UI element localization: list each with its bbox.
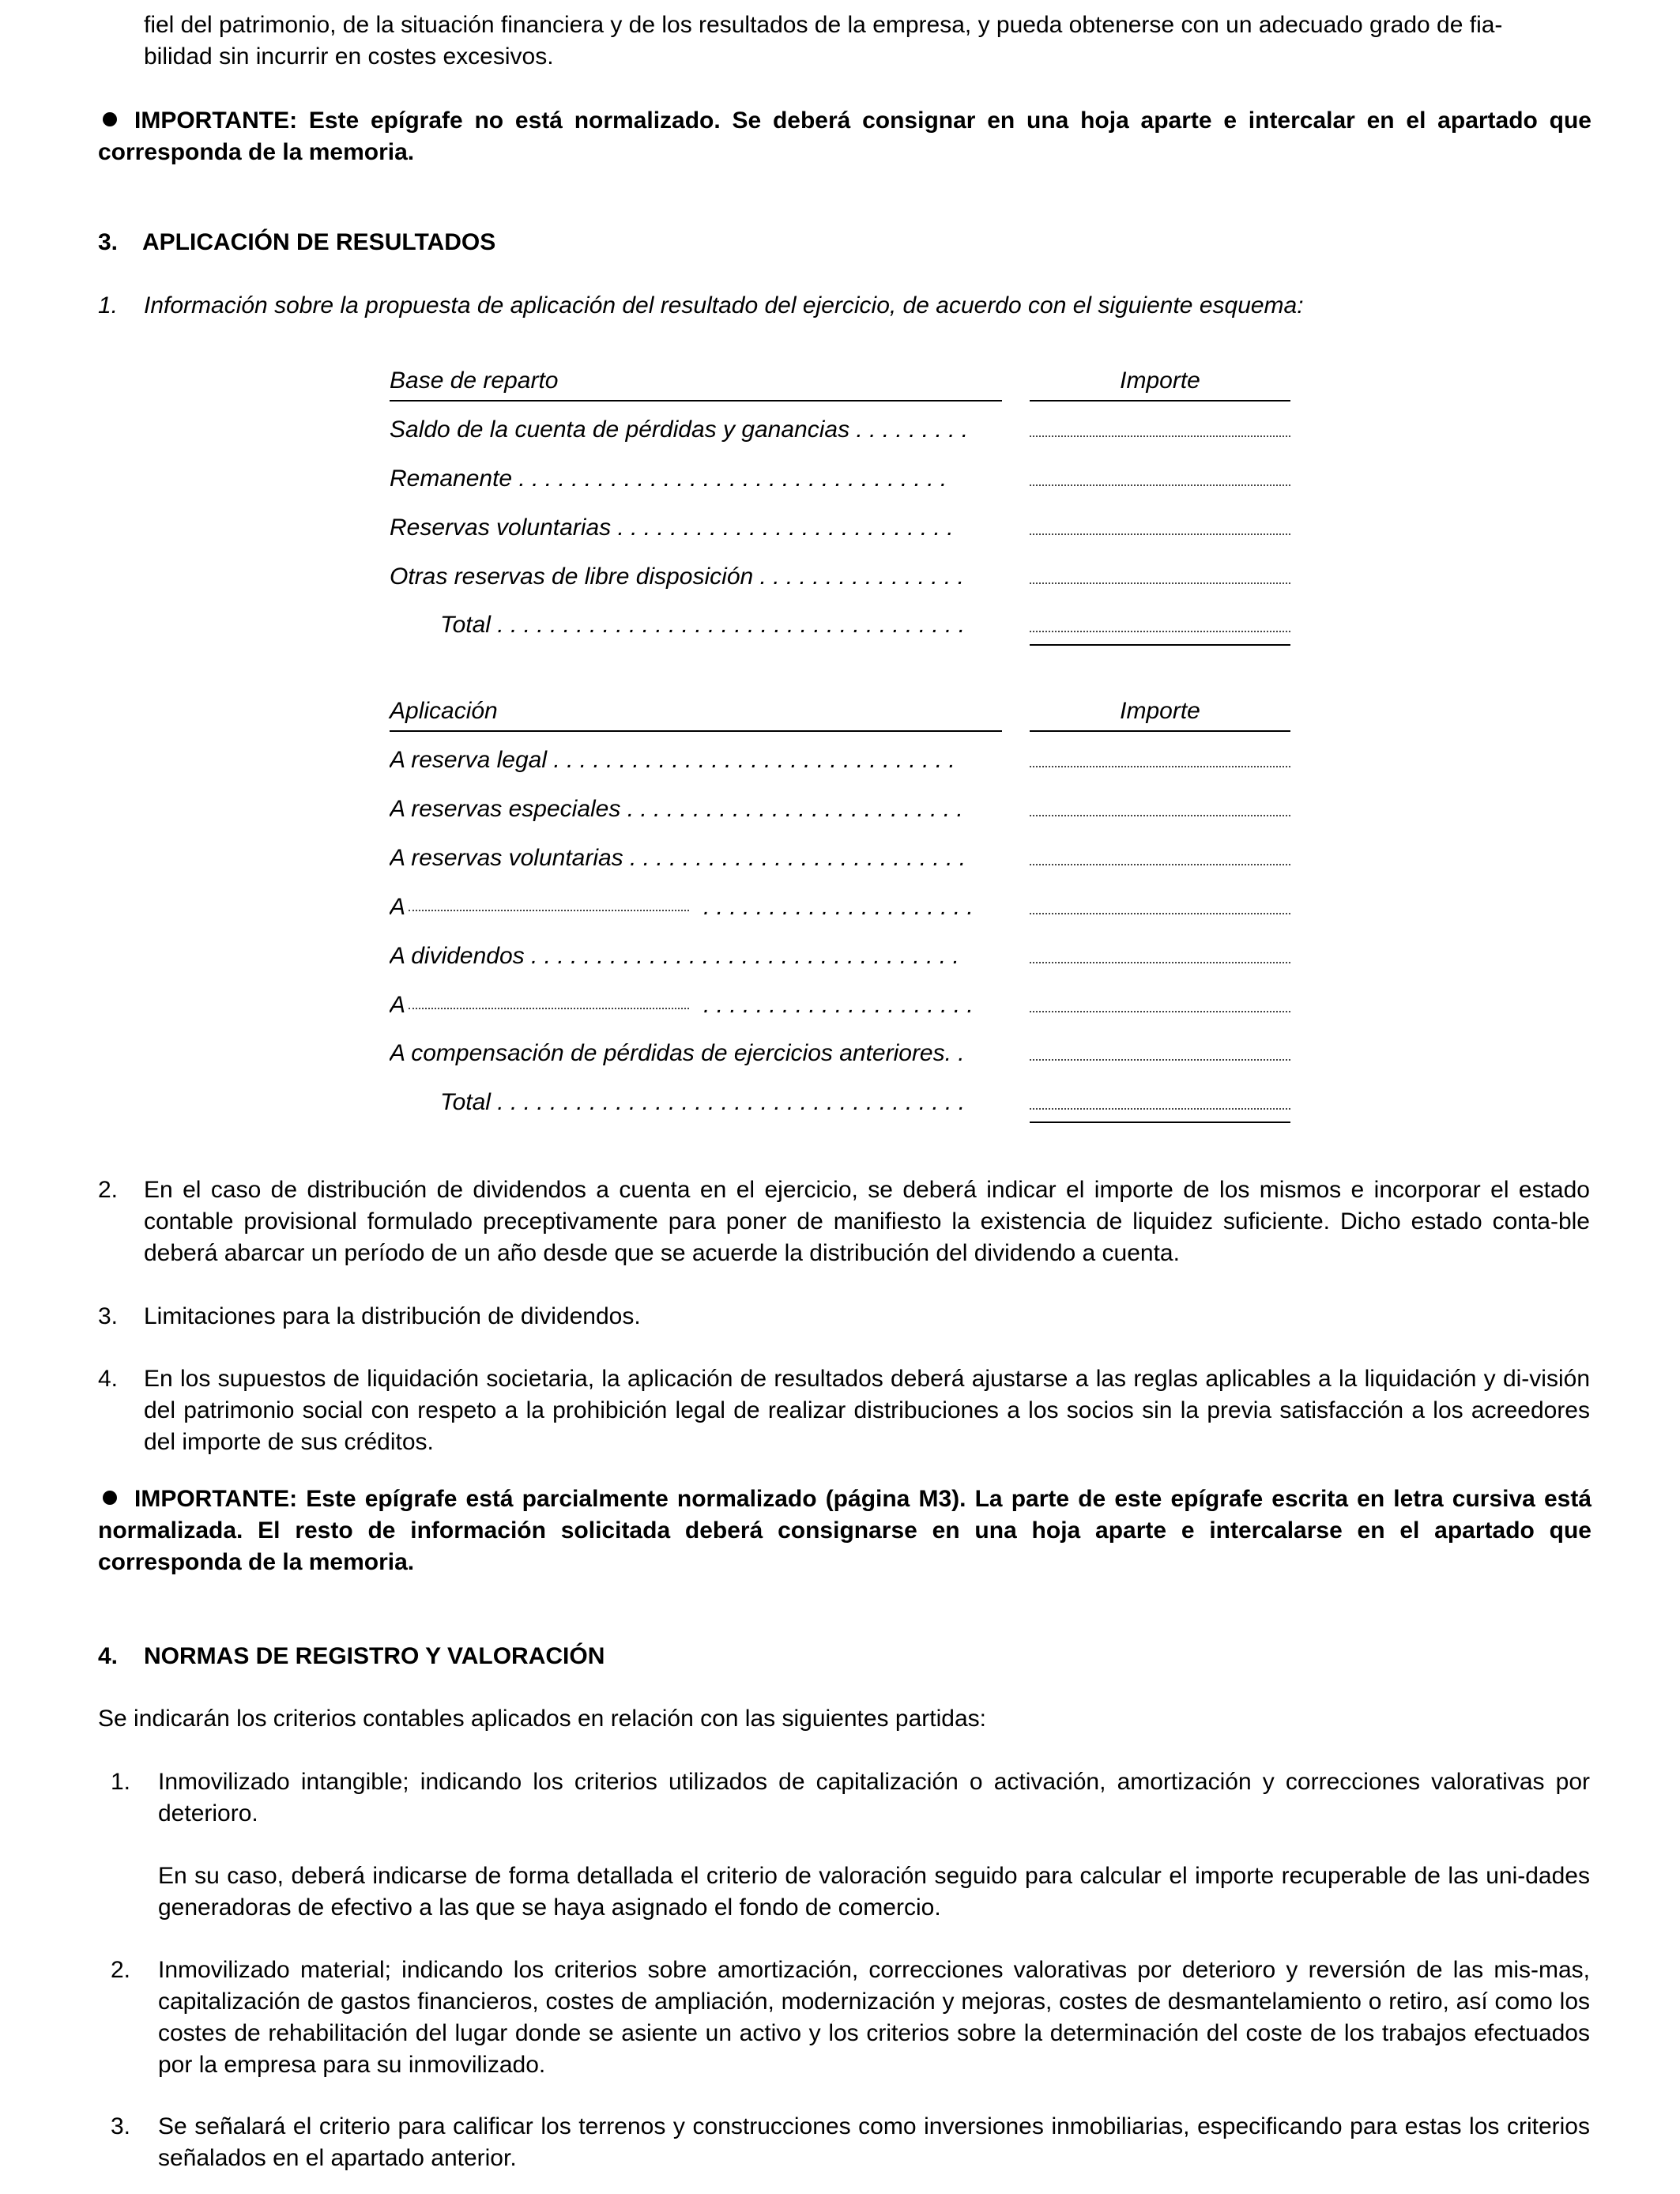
table-row xyxy=(390,414,1290,446)
total-rule xyxy=(1030,644,1290,646)
section-title: NORMAS DE REGISTRO Y VALORACIÓN xyxy=(144,1643,605,1669)
section-number: 4. xyxy=(98,1643,119,1669)
bullet-icon xyxy=(103,1491,117,1505)
table-row xyxy=(390,561,1290,593)
table-total-row xyxy=(390,609,1290,647)
table-row xyxy=(390,1038,1290,1069)
item-number: 4. xyxy=(98,1366,119,1392)
notice-label: IMPORTANTE: xyxy=(134,107,298,134)
total-rule xyxy=(1030,1122,1290,1123)
item-number: 3. xyxy=(98,1303,119,1329)
notice-label: IMPORTANTE: xyxy=(134,1486,298,1512)
amount-field[interactable] xyxy=(1030,484,1290,486)
row-label: A reservas voluntarias . . . . . . . . . . . . . . . . . . . . . . . . . . xyxy=(390,845,966,871)
item-number: 1. xyxy=(111,1769,131,1795)
amount-field[interactable] xyxy=(1030,533,1290,535)
item-text: En el caso de distribución de dividendos a cuenta en el ejercicio, se deberá indicar el importe de los mismos e incorporar el estado contable provisional formulado preceptivamente para poner de manifiesto la existencia de liquidez suficiente. Dicho estado conta-ble deberá abarcar un período de un año desde que se acuerde la distribución del dividendo a cuenta. xyxy=(144,1177,1590,1266)
table-row xyxy=(390,843,1290,874)
amount-field[interactable] xyxy=(1030,864,1290,865)
amount-field[interactable] xyxy=(1030,1059,1290,1061)
total-amount-field[interactable] xyxy=(1030,631,1290,632)
row-prefix: A xyxy=(390,894,406,920)
item-text: Se señalará el criterio para calificar los terrenos y construcciones como inversiones inmobiliarias, especificando para estas los criterios señalados en el apartado anterior. xyxy=(158,2113,1590,2171)
row-label-blank xyxy=(390,892,1002,923)
amount-field[interactable] xyxy=(1030,1011,1290,1012)
section-number: 3. xyxy=(98,229,119,255)
row-label: A dividendos . . . . . . . . . . . . . . . . . . . . . . . . . . . . . . . . . xyxy=(390,943,959,969)
important-notice-2 xyxy=(98,1483,1591,1578)
blank-fill-field[interactable] xyxy=(409,1008,689,1009)
table-row-blank xyxy=(390,892,1290,923)
notice-text: Este epígrafe no está normalizado. Se deberá consignar en una hoja aparte e intercalar en el apartado que corresponda de la memoria. xyxy=(98,107,1591,165)
table-row xyxy=(390,745,1290,776)
amount-field[interactable] xyxy=(1030,766,1290,767)
item-text: Información sobre la propuesta de aplicación del resultado del ejercicio, de acuerdo con el siguiente esquema: xyxy=(144,292,1304,319)
row-label: A compensación de pérdidas de ejercicios anteriores. . xyxy=(390,1040,965,1066)
item-text: Inmovilizado intangible; indicando los criterios utilizados de capitalización o activación, amortización y correcciones valorativas por deterioro. xyxy=(158,1769,1590,1826)
item-number: 2. xyxy=(98,1177,119,1203)
item-extra-text: En su caso, deberá indicarse de forma detallada el criterio de valoración seguido para calcular el importe recuperable de las uni-dades generadoras de efectivo a las que se haya asignado el fondo de comercio. xyxy=(158,1863,1590,1921)
amount-field[interactable] xyxy=(1030,962,1290,963)
table-total-row xyxy=(390,1087,1290,1125)
amount-field[interactable] xyxy=(1030,815,1290,816)
item-number: 2. xyxy=(111,1957,131,1983)
table-row xyxy=(390,463,1290,495)
total-label: Total . . . . . . . . . . . . . . . . . . . . . . . . . . . . . . . . . . . . xyxy=(440,1089,966,1115)
amount-field[interactable] xyxy=(1030,913,1290,914)
table-row-blank xyxy=(390,990,1290,1021)
table-row xyxy=(390,512,1290,544)
amount-field[interactable] xyxy=(1030,435,1290,437)
base-table-header xyxy=(390,365,1290,403)
base-header-label: Base de reparto xyxy=(390,365,1002,401)
application-table-header xyxy=(390,696,1290,733)
item-text: Inmovilizado material; indicando los criterios sobre amortización, correcciones valorativas por deterioro y reversión de las mis-mas, capitalización de gastos financieros, costes de ampliación, modernización y mejoras, costes de desmantelamiento o retiro, así como los costes de rehabilitación del lugar donde se asiente un activo y los criterios sobre la determinación del coste de los trabajos efectuados por la empresa para su inmovilizado. xyxy=(158,1957,1590,2078)
table-row xyxy=(390,794,1290,825)
row-label: Remanente . . . . . . . . . . . . . . . . . . . . . . . . . . . . . . . . . xyxy=(390,466,947,492)
row-label: Reservas voluntarias . . . . . . . . . . . . . . . . . . . . . . . . . . xyxy=(390,515,954,541)
base-header-amount: Importe xyxy=(1030,365,1290,401)
item-number: 1. xyxy=(98,292,119,319)
bullet-icon xyxy=(103,112,117,126)
row-dots: . . . . . . . . . . . . . . . . . . . . . xyxy=(703,992,974,1018)
amount-field[interactable] xyxy=(1030,582,1290,584)
row-label: Saldo de la cuenta de pérdidas y ganancias . . . . . . . . . xyxy=(390,417,969,443)
item-text: Limitaciones para la distribución de dividendos. xyxy=(144,1303,641,1329)
section-title: APLICACIÓN DE RESULTADOS xyxy=(142,229,496,255)
intro-line-2: bilidad sin incurrir en costes excesivos. xyxy=(144,43,554,70)
item-text: En los supuestos de liquidación societaria, la aplicación de resultados deberá ajustarse a las reglas aplicables a la liquidación y di-visión del patrimonio social con respeto a la prohibición legal de realizar distribuciones a los socios sin la previa satisfacción a los acreedores del importe de sus créditos. xyxy=(144,1366,1590,1455)
table-row xyxy=(390,941,1290,972)
row-label: Otras reservas de libre disposición . . . . . . . . . . . . . . . . xyxy=(390,564,964,590)
row-label-blank xyxy=(390,990,1002,1021)
notice-text: Este epígrafe está parcialmente normalizado (página M3). La parte de este epígrafe escrita en letra cursiva está normalizada. El resto de información solicitada deberá consignarse en una hoja aparte e intercalarse en el apartado que corresponda de la memoria. xyxy=(98,1486,1591,1575)
intro-line-1: fiel del patrimonio, de la situación financiera y de los resultados de la empresa, y pueda obtenerse con un adecuado grado de fia- xyxy=(144,12,1503,38)
row-dots: . . . . . . . . . . . . . . . . . . . . . xyxy=(703,894,974,920)
section-intro: Se indicarán los criterios contables aplicados en relación con las siguientes partidas: xyxy=(98,1706,986,1732)
row-prefix: A xyxy=(390,992,406,1018)
total-amount-field[interactable] xyxy=(1030,1108,1290,1110)
item-number: 3. xyxy=(111,2113,131,2139)
important-notice-1 xyxy=(98,105,1591,168)
row-label: A reservas especiales . . . . . . . . . . . . . . . . . . . . . . . . . . xyxy=(390,796,963,822)
blank-fill-field[interactable] xyxy=(409,910,689,911)
application-header-label: Aplicación xyxy=(390,696,1002,732)
row-label: A reserva legal . . . . . . . . . . . . . . . . . . . . . . . . . . . . . . . xyxy=(390,747,955,773)
application-header-amount: Importe xyxy=(1030,696,1290,732)
total-label: Total . . . . . . . . . . . . . . . . . . . . . . . . . . . . . . . . . . . . xyxy=(440,612,966,638)
